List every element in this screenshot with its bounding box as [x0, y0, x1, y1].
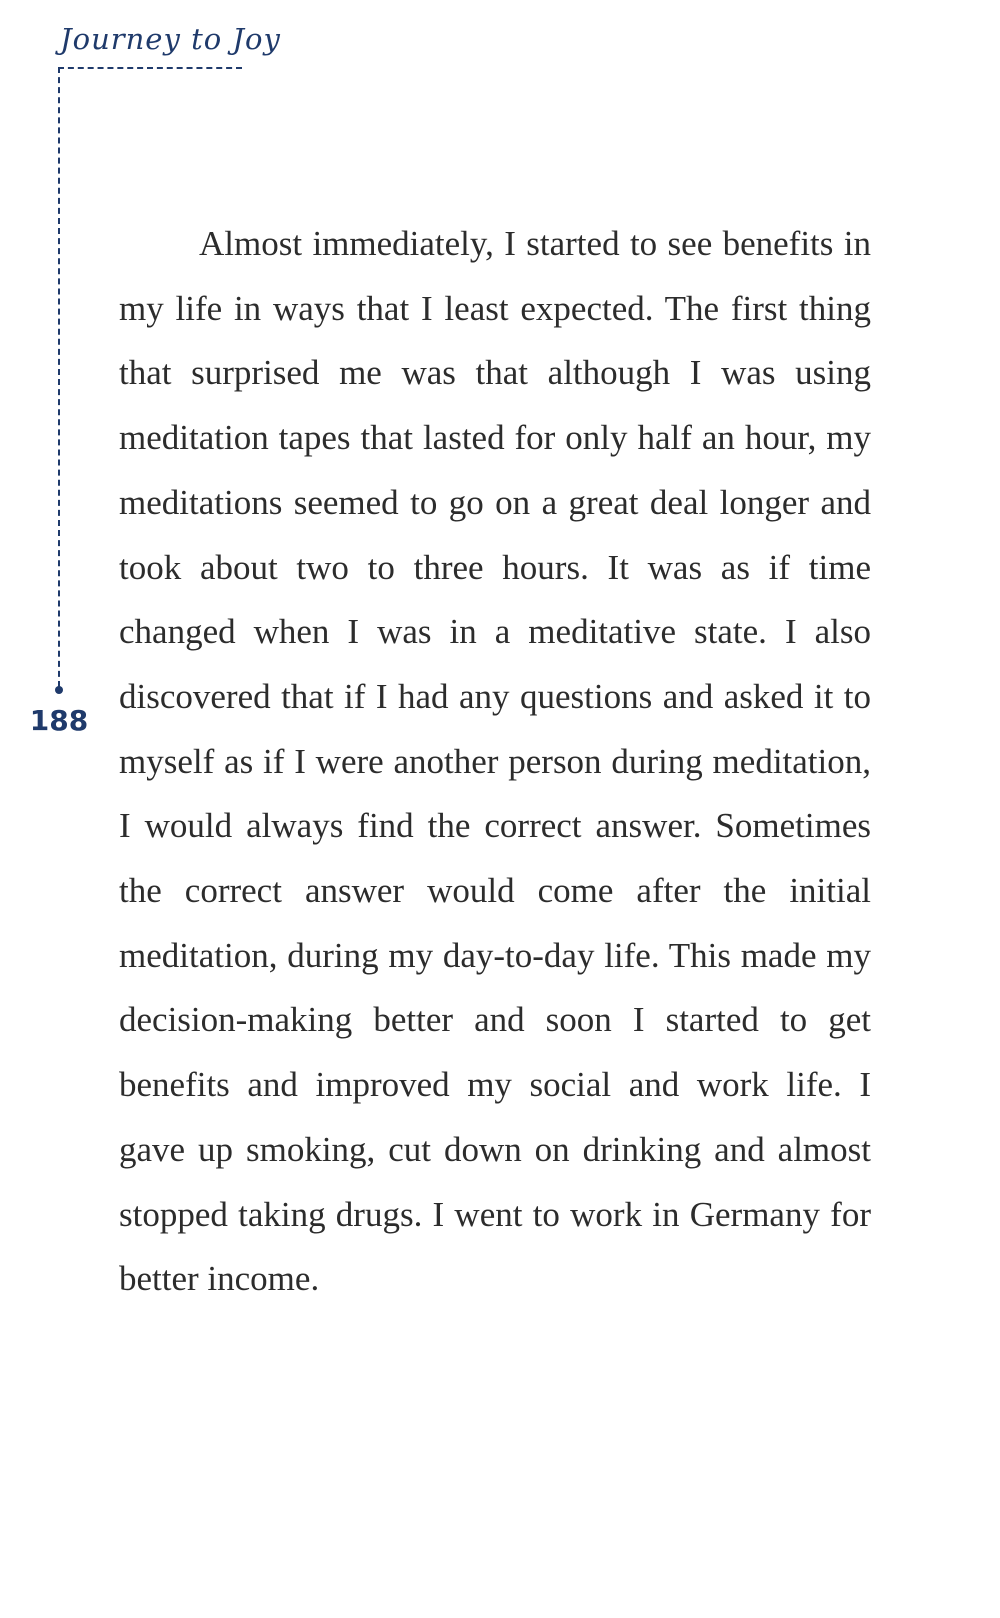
page-number: 188	[29, 704, 89, 737]
body-paragraph: Almost immediately, I started to see benefits in my life in ways that I least expected. The first thing that surprised me was that although I was using meditation tapes that lasted for only half an hour, my meditations seemed to go on a great deal longer and took about two to three hours. It was as if time changed when I was in a meditative state. I also discovered that if I had any questions and asked it to myself as if I were another person during meditation, I would always find the correct answer. Sometimes the correct answer would come after the initial meditation, during my day-to-day life. This made my decision-making better and soon I started to get benefits and improved my social and work life. I gave up smoking, cut down on drinking and almost stopped taking drugs. I went to work in Germany for better income.	[119, 224, 871, 1299]
decorative-dashed-rule-horizontal	[58, 67, 242, 69]
running-head-title: Journey to Joy	[60, 22, 281, 56]
rule-end-dot	[55, 686, 63, 694]
decorative-dashed-rule-vertical	[58, 67, 60, 687]
